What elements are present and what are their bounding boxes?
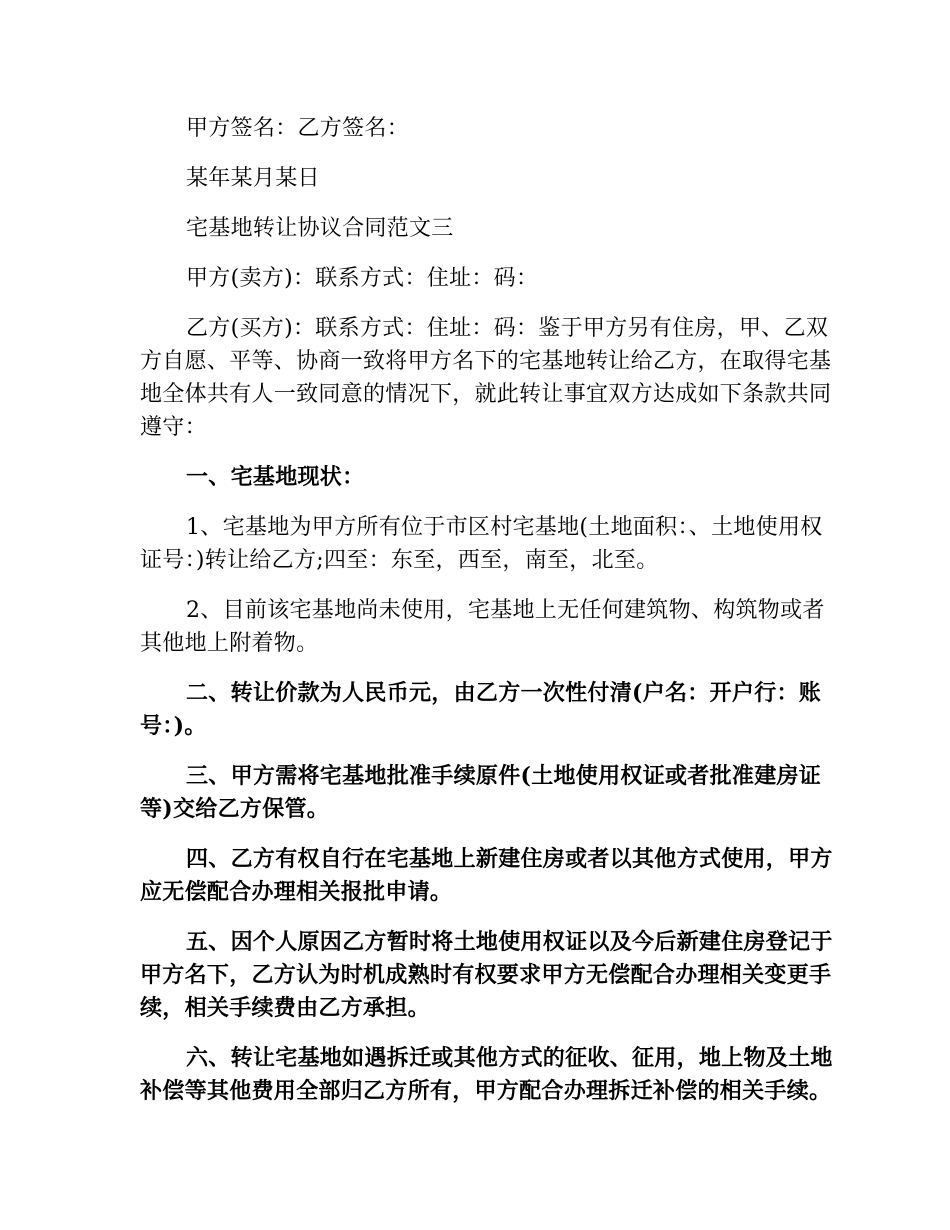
section-5: 五、因个人原因乙方暂时将土地使用权证以及今后新建住房登记于甲方名下，乙方认为时机成熟时有权要求甲方无偿配合办理相关变更手续，相关手续费由乙方承担。 — [140, 929, 833, 1021]
section-6: 六、转让宅基地如遇拆迁或其他方式的征收、征用，地上物及土地补偿等其他费用全部归乙方所有，甲方配合办理拆迁补偿的相关手续。 — [140, 1045, 833, 1104]
section-1-item-2: 2、目前该宅基地尚未使用，宅基地上无任何建筑物、构筑物或者其他地上附着物。 — [140, 598, 825, 656]
date-line: 某年某月某日 — [186, 166, 320, 191]
party-a-info: 甲方(卖方)：联系方式：住址：码： — [186, 266, 539, 291]
section-4: 四、乙方有权自行在宅基地上新建住房或者以其他方式使用，甲方应无偿配合办理相关报批申请。 — [140, 846, 833, 905]
section-1-item-1: 1、宅基地为甲方所有位于市区村宅基地(土地面积：、土地使用权证号：)转让给乙方;四至：东至，西至，南至，北至。 — [140, 515, 823, 573]
document-body — [140, 112, 840, 1125]
section-3: 三、甲方需将宅基地批准手续原件(土地使用权证或者批准建房证等)交给乙方保管。 — [140, 763, 822, 822]
section-2: 二、转让价款为人民币元，由乙方一次性付清(户名：开户行：账号：)。 — [140, 680, 822, 739]
signature-line: 甲方签名：乙方签名： — [186, 116, 410, 141]
contract-title: 宅基地转让协议合同范文三 — [186, 216, 454, 241]
section-1-heading: 一、宅基地现状： — [186, 464, 365, 490]
party-b-info: 乙方(买方)：联系方式：住址：码：鉴于甲方另有住房，甲、乙双方自愿、平等、协商一致将甲方名下的宅基地转让给乙方，在取得宅基地全体共有人一致同意的情况下，就此转让事宜双方达成如下条款共同遵守： — [140, 316, 832, 440]
